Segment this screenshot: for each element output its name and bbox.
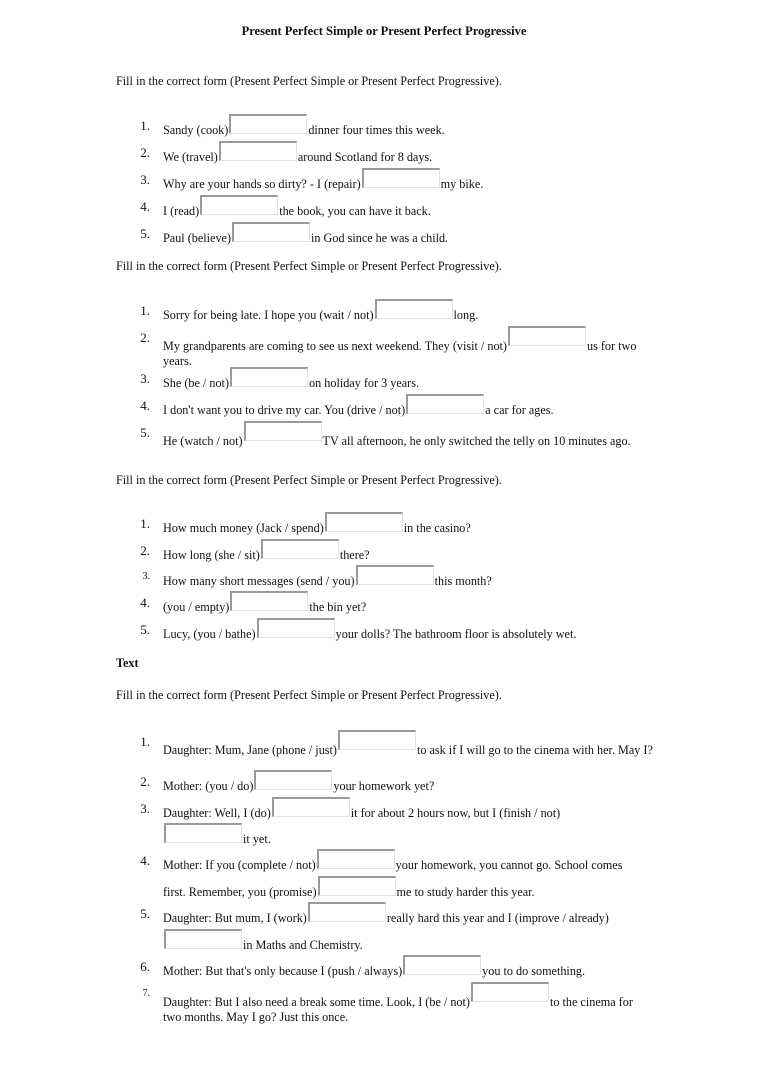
answer-field[interactable] — [325, 512, 403, 532]
answer-field[interactable] — [471, 982, 549, 1002]
item-prompt: How much money (Jack / spend) — [163, 521, 324, 535]
item-continuation: around Scotland for 8 days. — [297, 150, 433, 164]
item-prompt: Sorry for being late. I hope you (wait / not) — [163, 308, 374, 322]
item-continuation: to the cinema for two months. May I go? Just this once. — [163, 995, 633, 1024]
item-prompt: Lucy, (you / bathe) — [163, 627, 256, 641]
item-continuation: it for about 2 hours now, but I (finish / not) — [350, 806, 561, 820]
item-prompt: Daughter: But mum, I (work) — [163, 911, 307, 925]
item-continuation: this month? — [434, 574, 492, 588]
item-prompt: Daughter: Mum, Jane (phone / just) — [163, 743, 337, 757]
item-text — [163, 145, 653, 165]
item-text-line-2 — [163, 880, 653, 900]
item-number: 1. — [140, 516, 150, 531]
item-prompt: How many short messages (send / you) — [163, 574, 355, 588]
item-text — [163, 801, 653, 821]
answer-field[interactable] — [375, 299, 453, 319]
item-text-line-2 — [163, 933, 653, 953]
answer-field[interactable] — [403, 955, 481, 975]
item-text — [163, 959, 653, 979]
item-continuation: my bike. — [440, 177, 484, 191]
item-continuation: it yet. — [243, 832, 271, 846]
answer-field[interactable] — [338, 730, 416, 750]
item-text — [163, 303, 653, 323]
answer-field[interactable] — [254, 770, 332, 790]
instruction-2: Fill in the correct form (Present Perfect Simple or Present Perfect Progressive). — [116, 259, 502, 273]
answer-field[interactable] — [272, 797, 350, 817]
item-prompt: My grandparents are coming to see us next weekend. They (visit / not) — [163, 339, 507, 353]
answer-field[interactable] — [308, 902, 386, 922]
answer-field[interactable] — [356, 565, 434, 585]
item-continuation: us for two years. — [163, 339, 637, 368]
item-text — [163, 172, 653, 192]
item-text — [163, 853, 653, 873]
item-continuation: in Maths and Chemistry. — [243, 938, 363, 952]
item-text — [163, 569, 653, 589]
item-prompt: I (read) — [163, 204, 200, 218]
item-text — [163, 226, 653, 246]
item-number: 3. — [140, 172, 150, 187]
answer-field[interactable] — [230, 367, 308, 387]
item-prompt: Paul (believe) — [163, 231, 232, 245]
answer-field[interactable] — [318, 876, 396, 896]
item-continuation: your homework, you cannot go. School comes — [395, 858, 623, 872]
item-text — [163, 622, 653, 642]
item-continuation: the book, you can have it back. — [279, 204, 431, 218]
item-prompt: He (watch / not) — [163, 434, 243, 448]
item-number: 4. — [140, 595, 150, 610]
item-prompt: She (be / not) — [163, 376, 230, 390]
item-number: 2. — [140, 145, 150, 160]
item-number: 2. — [140, 774, 150, 789]
item-prompt: Mother: If you (complete / not) — [163, 858, 316, 872]
item-prompt: How long (she / sit) — [163, 548, 260, 562]
item-continuation: on holiday for 3 years. — [309, 376, 420, 390]
item-prompt: I don't want you to drive my car. You (drive / not) — [163, 403, 406, 417]
item-number: 1. — [140, 118, 150, 133]
section-heading-text: Text — [116, 656, 139, 670]
item-continuation: TV all afternoon, he only switched the telly on 10 minutes ago. — [322, 434, 631, 448]
item-continuation: you to do something. — [482, 964, 586, 978]
answer-field[interactable] — [229, 114, 307, 134]
item-text — [163, 118, 653, 138]
item-prompt: Sandy (cook) — [163, 123, 229, 137]
item-continuation: a car for ages. — [485, 403, 554, 417]
item-text — [163, 199, 653, 219]
item-prompt: Mother: (you / do) — [163, 779, 254, 793]
item-text — [163, 774, 653, 794]
item-text — [163, 986, 653, 1025]
answer-field[interactable] — [508, 326, 586, 346]
item-prompt: We (travel) — [163, 150, 218, 164]
item-continuation: the bin yet? — [309, 600, 367, 614]
item-number: 5. — [140, 226, 150, 241]
answer-field[interactable] — [362, 168, 440, 188]
instruction-1: Fill in the correct form (Present Perfect Simple or Present Perfect Progressive). — [116, 74, 502, 88]
item-number: 1. — [140, 734, 150, 749]
answer-field[interactable] — [164, 823, 242, 843]
item-number: 5. — [140, 906, 150, 921]
item-text — [163, 516, 653, 536]
item-continuation: in God since he was a child. — [311, 231, 449, 245]
item-continuation: to ask if I will go to the cinema with her. May I? — [416, 743, 653, 757]
item-continuation: in the casino? — [403, 521, 471, 535]
item-number: 4. — [140, 398, 150, 413]
item-prompt: first. Remember, you (promise) — [163, 885, 317, 899]
item-text — [163, 330, 653, 369]
answer-field[interactable] — [164, 929, 242, 949]
item-continuation: really hard this year and I (improve / already) — [386, 911, 609, 925]
item-continuation: there? — [339, 548, 370, 562]
item-number: 3. — [140, 801, 150, 816]
answer-field[interactable] — [219, 141, 297, 161]
item-prompt: Daughter: But I also need a break some time. Look, I (be / not) — [163, 995, 470, 1009]
item-number: 7. — [142, 988, 150, 999]
answer-field[interactable] — [244, 421, 322, 441]
item-number: 4. — [140, 853, 150, 868]
item-continuation: your homework yet? — [333, 779, 435, 793]
item-text — [163, 595, 653, 615]
item-prompt: Why are your hands so dirty? - I (repair) — [163, 177, 361, 191]
item-continuation: your dolls? The bathroom floor is absolutely wet. — [335, 627, 577, 641]
item-number: 2. — [140, 330, 150, 345]
item-continuation: me to study harder this year. — [396, 885, 535, 899]
item-text — [163, 398, 653, 418]
item-number: 2. — [140, 543, 150, 558]
item-prompt: Mother: But that's only because I (push / always) — [163, 964, 403, 978]
instruction-4: Fill in the correct form (Present Perfect Simple or Present Perfect Progressive). — [116, 688, 502, 702]
answer-field[interactable] — [232, 222, 310, 242]
item-text — [163, 543, 653, 563]
item-text — [163, 425, 653, 449]
answer-field[interactable] — [261, 539, 339, 559]
item-text — [163, 906, 653, 926]
item-number: 1. — [140, 303, 150, 318]
item-text — [163, 734, 653, 758]
answer-field[interactable] — [317, 849, 395, 869]
item-continuation: long. — [453, 308, 479, 322]
item-text-line-2 — [163, 827, 653, 847]
item-continuation: dinner four times this week. — [308, 123, 445, 137]
item-number: 3. — [140, 371, 150, 386]
answer-field[interactable] — [406, 394, 484, 414]
item-number: 4. — [140, 199, 150, 214]
item-prompt: (you / empty) — [163, 600, 230, 614]
page-title: Present Perfect Simple or Present Perfect Progressive — [241, 24, 527, 38]
answer-field[interactable] — [257, 618, 335, 638]
item-number: 5. — [140, 622, 150, 637]
item-number: 5. — [140, 425, 150, 440]
item-number: 6. — [140, 959, 150, 974]
item-prompt: Daughter: Well, I (do) — [163, 806, 271, 820]
item-text — [163, 371, 653, 391]
answer-field[interactable] — [200, 195, 278, 215]
item-number: 3. — [142, 571, 150, 582]
answer-field[interactable] — [230, 591, 308, 611]
instruction-3: Fill in the correct form (Present Perfect Simple or Present Perfect Progressive). — [116, 473, 502, 487]
